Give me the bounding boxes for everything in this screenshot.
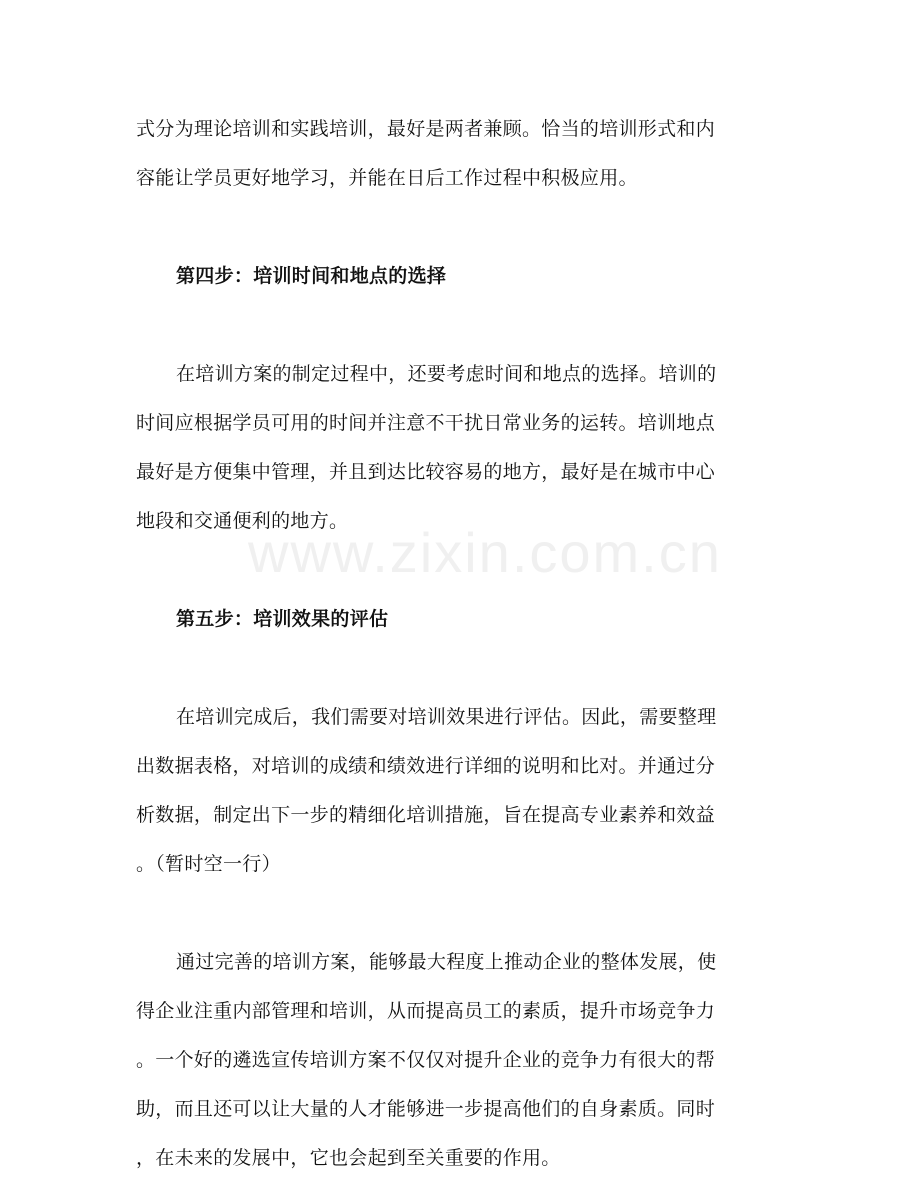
paragraph-line: 最好是方便集中管理，并且到达比较容易的地方，最好是在城市中心: [136, 461, 716, 483]
paragraph-conclusion: [136, 938, 784, 1183]
document-body: [136, 105, 784, 1183]
paragraph-gap: [136, 889, 784, 938]
paragraph-line: 。（暂时空一行）: [136, 853, 281, 875]
paragraph-line: 通过完善的培训方案，能够最大程度上推动企业的整体发展，使: [176, 951, 717, 973]
paragraph-gap: [136, 546, 784, 595]
paragraph-line: 时间应根据学员可用的时间并注意不干扰日常业务的运转。培训地点: [136, 412, 716, 434]
section-heading-step5: 第五步：培训效果的评估: [176, 608, 389, 630]
paragraph-training-format: [136, 105, 784, 203]
paragraph-line: 助，而且还可以让大量的人才能够进一步提高他们的自身素质。同时: [136, 1098, 716, 1120]
paragraph-line: 析数据，制定出下一步的精细化培训措施，旨在提高专业素养和效益: [136, 804, 716, 826]
paragraph-gap: [136, 301, 784, 350]
paragraph-gap: [136, 203, 784, 252]
paragraph-time-location: [136, 350, 784, 546]
paragraph-gap: [136, 644, 784, 693]
paragraph-line: 地段和交通便利的地方。: [136, 510, 349, 532]
paragraph-line: 。一个好的遴选宣传培训方案不仅仅对提升企业的竞争力有很大的帮: [136, 1049, 716, 1071]
paragraph-line: 式分为理论培训和实践培训，最好是两者兼顾。恰当的培训形式和内: [136, 118, 716, 140]
paragraph-line: ，在未来的发展中，它也会起到至关重要的作用。: [136, 1147, 561, 1169]
section-heading-step4: 第四步：培训时间和地点的选择: [176, 265, 447, 287]
paragraph-line: 得企业注重内部管理和培训，从而提高员工的素质，提升市场竞争力: [136, 1000, 716, 1022]
paragraph-evaluation: [136, 693, 784, 889]
paragraph-line: 在培训方案的制定过程中，还要考虑时间和地点的选择。培训的: [176, 363, 717, 385]
paragraph-line: 在培训完成后，我们需要对培训效果进行评估。因此，需要整理: [176, 706, 717, 728]
watermark-text: www.zixin.com.cn: [248, 521, 722, 584]
paragraph-line: 容能让学员更好地学习，并能在日后工作过程中积极应用。: [136, 167, 638, 189]
paragraph-line: 出数据表格，对培训的成绩和绩效进行详细的说明和比对。并通过分: [136, 755, 716, 777]
